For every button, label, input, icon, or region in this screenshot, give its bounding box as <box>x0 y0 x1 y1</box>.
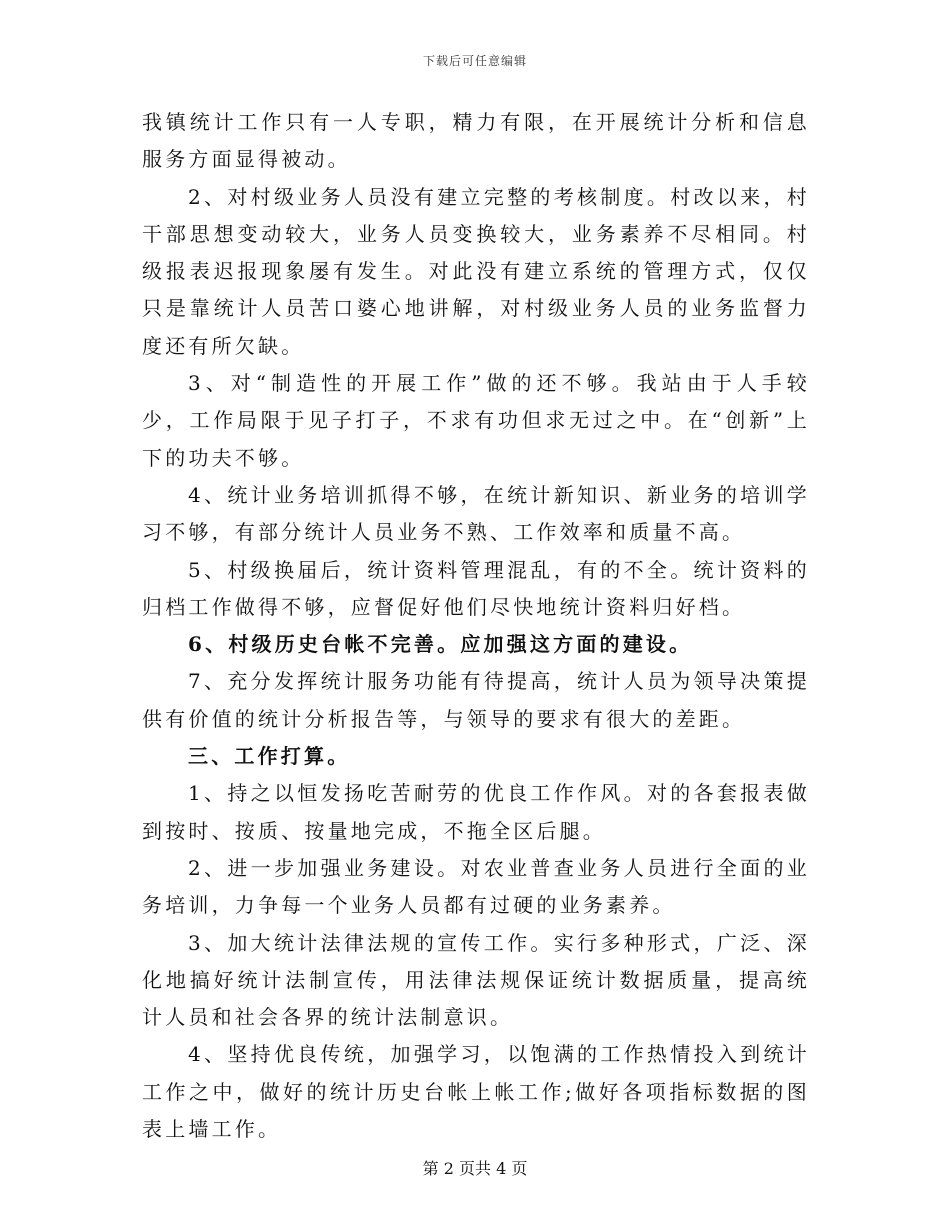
paragraph-item-7: 7、充分发挥统计服务功能有待提高，统计人员为领导决策提供有价值的统计分析报告等，与领导的要求有很大的差距。 <box>142 669 810 731</box>
document-body <box>142 104 810 1148</box>
plan-item-4: 4、坚持优良传统，加强学习，以饱满的工作热情投入到统计工作之中，做好的统计历史台帐上帐工作;做好各项指标数据的图表上墙工作。 <box>142 1042 810 1142</box>
paragraph-continuation: 我镇统计工作只有一人专职，精力有限，在开展统计分析和信息服务方面显得被动。 <box>142 110 810 172</box>
paragraph-item-5: 5、村级换届后，统计资料管理混乱，有的不全。统计资料的归档工作做得不够，应督促好他们尽快地统计资料归好档。 <box>142 557 810 619</box>
plan-item-1: 1、持之以恒发扬吃苦耐劳的优良工作作风。对的各套报表做到按时、按质、按量地完成，不拖全区后腿。 <box>142 781 810 843</box>
page-footer: 第 2 页共 4 页 <box>422 1159 528 1178</box>
plan-item-3: 3、加大统计法律法规的宣传工作。实行多种形式，广泛、深化地搞好统计法制宣传，用法律法规保证统计数据质量，提高统计人员和社会各界的统计法制意识。 <box>142 930 810 1030</box>
paragraph-item-4: 4、统计业务培训抓得不够，在统计新知识、新业务的培训学习不够，有部分统计人员业务不熟、工作效率和质量不高。 <box>142 482 810 545</box>
paragraph-item-6: 6、村级历史台帐不完善。应加强这方面的建设。 <box>188 632 693 657</box>
page-header: 下载后可任意编辑 <box>422 54 527 68</box>
paragraph-item-3: 3、对“制造性的开展工作”做的还不够。我站由于人手较少，工作局限于见子打子，不求有功但求无过之中。在“创新”上下的功夫不够。 <box>142 371 810 470</box>
paragraph-item-2: 2、对村级业务人员没有建立完整的考核制度。村改以来，村干部思想变动较大，业务人员变换较大，业务素养不尽相同。村级报表迟报现象屡有发生。对此没有建立系统的管理方式，仅仅只是靠统计人员苦口婆心地讲解，对村级业务人员的业务监督力度还有所欠缺。 <box>142 184 810 358</box>
section-heading-work-plan: 三、工作打算。 <box>188 744 351 769</box>
plan-item-2: 2、进一步加强业务建设。对农业普查业务人员进行全面的业务培训，力争每一个业务人员都有过硬的业务素养。 <box>142 855 810 918</box>
